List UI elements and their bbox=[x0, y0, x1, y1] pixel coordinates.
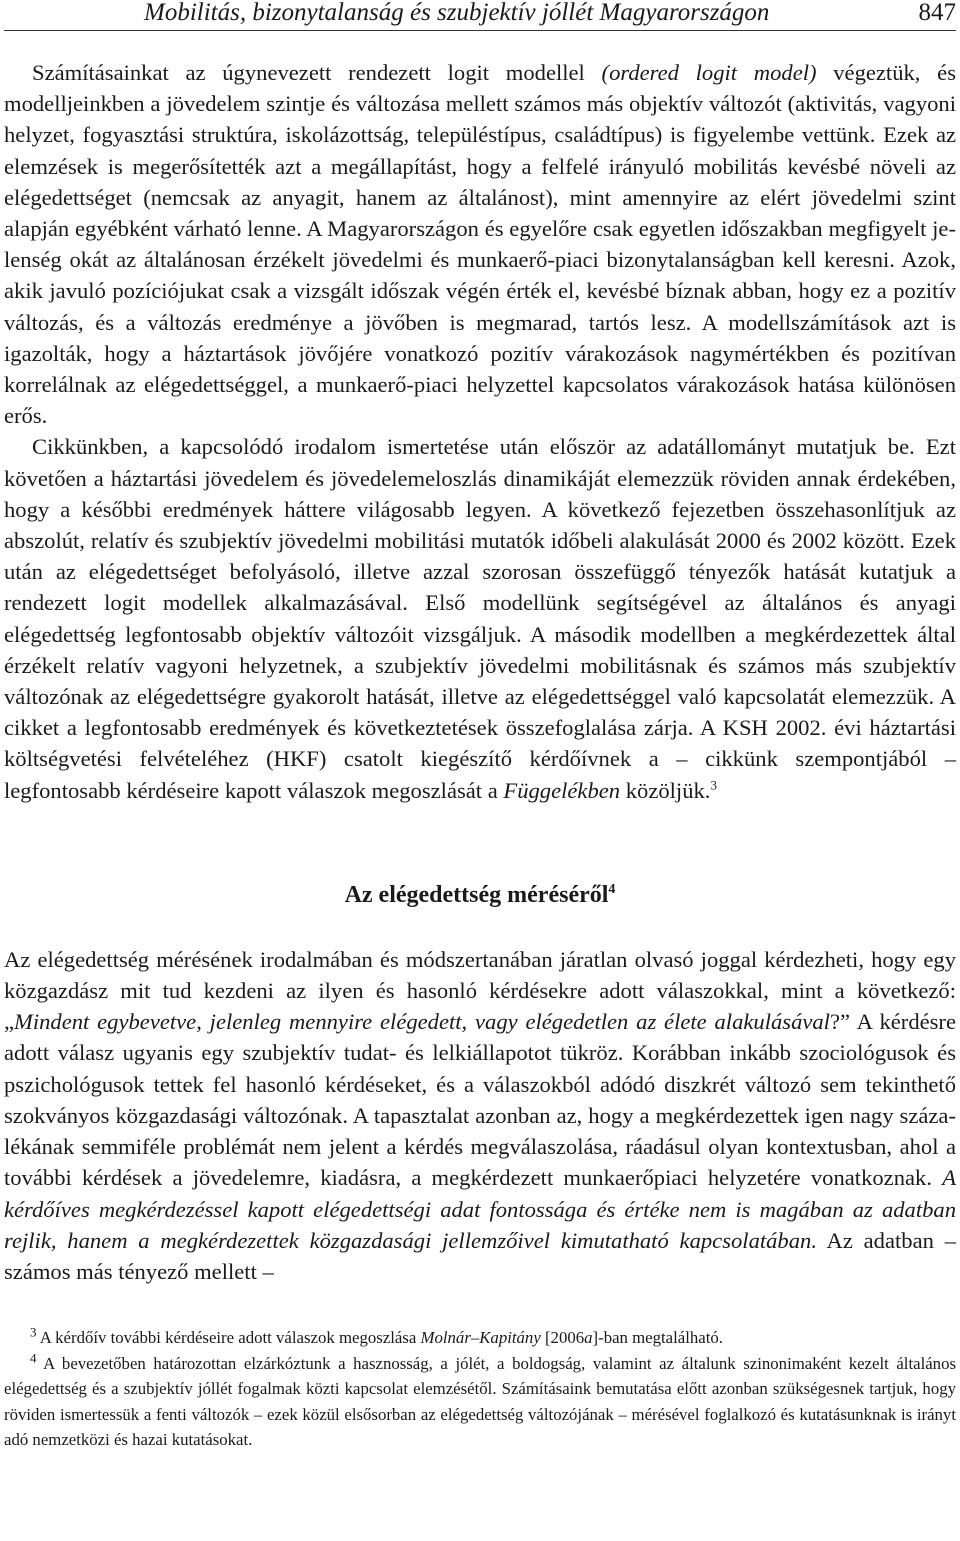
footnote-3-authors: Molnár–Kapitány bbox=[420, 1328, 541, 1348]
paragraph-1-text-b: végeztük, és modelljeinkben a jövedelem szintje és változása mellett számos más objektív változót (aktivitás, vagyoni helyzet, fogyasztási struktúra, iskolázottság, településtípus, családtípus) is figyelembe vettünk. Ezek az elemzések is megerősítették azt a megállapítást, hogy a felfelé irányuló mobilitás kevésbé növeli az elégedettséget (nemcsak az anyagit, hanem az általánost), mint amennyire az elért jövedelmi szint alapján egyébként várható lenne. A Magyarországon és egyelőre csak egyetlen időszakban megfigyelt jelenség okát az általánosan érzékelt jövedelmi és munkaerő-piaci bizonytalanságban kell keresni. Azok, akik javuló pozíciójukat csak a vizsgált időszak végén érték el, kevésbé bíznak abban, hogy ez a pozitív változás, és a változás eredménye a jövőben is megmarad, tartós lesz. A modellszámítások azt is igazolták, hogy a háztartások jövőjére vonatkozó pozitív várakozások nagymértékben és pozitívan korrelálnak az elégedettséggel, a munkaerő-piaci helyzettel kapcsolatos várakozások hatása különösen erős. bbox=[4, 60, 956, 429]
footnote-3-italic-a: a bbox=[584, 1328, 593, 1348]
footnote-4-number: 4 bbox=[30, 1350, 37, 1366]
footnotes bbox=[4, 1325, 956, 1453]
paragraph-3 bbox=[4, 944, 956, 1287]
footnote-3-text-c: ]-ban megtalálható. bbox=[592, 1328, 723, 1348]
paragraph-1-italic: (ordered logit model) bbox=[601, 60, 817, 85]
footnote-ref-4: 4 bbox=[608, 881, 616, 897]
paragraph-2-text-a: Cikkünkben, a kapcsolódó irodalom ismertetése után először az adatállományt mutatjuk be. Ezt követően a háztartási jövedelem és jövedelemeloszlás dinamikáját elemezzük röviden annak érdekében, hogy a későbbi eredmények háttere világosabb legyen. A következő fejezetben összehasonlítjuk az abszolút, relatív és szubjektív jövedelmi mobilitási mutatók időbeli alakulását 2000 és 2002 között. Ezek után az elégedettséget befolyásoló, illetve azzal szorosan összefüggő tényezők hatását kutatjuk a rendezett logit modellek alkalmazásával. Első modellünk segítségével az általános és anyagi elégedettség legfontosabb objektív változóit vizsgáljuk. A második modellben a megkérdezettek által érzékelt relatív vagyoni helyzetnek, a szubjektív jövedelmi mobilitásnak és számos más szubjektív változónak az elégedettségre gyakorolt hatását, illetve az elégedettséggel való kapcsolatát elemezzük. A cikket a legfontosabb eredmények és következtetések összefoglalása zárja. A KSH 2002. évi háztartási költségvetési felvételéhez (HKF) csatolt kiegészítő kérdőívnek a – cikkünk szempontjából – legfontosabb kérdéseire kapott válaszok megoszlását a bbox=[4, 434, 956, 803]
paragraph-3-text-b: ?” A kérdésre adott válasz ugyanis egy szubjektív tudat- és lelkiállapotot tükröz. Korábban inkább szociológusok és pszichológusok tettek fel hasonló kérdéseket, és a válaszokból adódó diszkrét változó sem tekinthető szokványos közgazdasági változónak. A tapasztalat azonban az, hogy a megkérdezettek igen nagy százalékának semmiféle problémát nem jelent a kérdés megválaszolása, ráadásul olyan kontextusban, ahol a további kérdések a jövedelemre, kiadásra, a megkérdezett munkaerőpiaci helyzetére vonatkoznak. bbox=[4, 1009, 956, 1191]
paragraph-2 bbox=[4, 431, 956, 805]
running-header bbox=[4, 0, 956, 31]
running-title: Mobilitás, bizonytalanság és szubjektív jóllét Magyarországon bbox=[144, 0, 770, 26]
paragraph-3-italic-emphasis: A kérdőíves megkérdezéssel kapott elégedettségi adat fontossága és értéke nem is magában az adatban rejlik, hanem a megkérdezettek közgazdasági jellemzőivel kimutatható kapcsolatában. bbox=[4, 1165, 956, 1253]
paragraph-2-text-b: közöljük. bbox=[620, 777, 711, 803]
section-heading-text: Az elégedettség méréséről bbox=[344, 881, 609, 908]
paragraph-2-italic: Függelékben bbox=[503, 777, 621, 803]
footnote-4-text: A bevezetőben határozottan elzárkóztunk a hasznosság, a jólét, a boldogság, valamint az általunk szinonimaként kezelt általános elégedettség és a szubjektív jóllét fogalmak közti kapcsolat elemzésétől. Számításaink bemutatása előtt azonban szükségesnek tartjuk, hogy röviden ismertessük a fenti változók – ezek közül elsősorban az elégedettség változójának – mérésével foglalkozó és kutatásunknak is irányt adó nemzetközi és hazai kutatásokat. bbox=[4, 1353, 956, 1450]
paragraph-1 bbox=[4, 57, 956, 431]
body-text bbox=[4, 57, 956, 1287]
footnote-4 bbox=[4, 1351, 956, 1453]
paragraph-3-italic-quote: Mindent egybevetve, jelenleg mennyire elégedett, vagy elégedetlen az élete alakulásával bbox=[14, 1009, 830, 1035]
page-number: 847 bbox=[918, 0, 956, 26]
paragraph-3-text-a: Az elégedettség mérésének irodalmában és módszertanában járatlan olvasó joggal kérdezheti, hogy egy közgazdász mit tud kezdeni az ilyen és hasonló kérdésekre adott válaszokkal, mint a következő: „ bbox=[4, 946, 956, 1035]
footnote-3 bbox=[4, 1325, 956, 1351]
footnote-3-text-a: A kérdőív további kérdéseire adott válaszok megoszlása bbox=[36, 1328, 421, 1348]
journal-page bbox=[4, 0, 956, 1453]
footnote-ref-3: 3 bbox=[710, 777, 717, 793]
paragraph-3-text-c: Az adatban – számos más tényező mellett – bbox=[4, 1227, 956, 1284]
footnote-3-text-b: [2006 bbox=[540, 1328, 585, 1348]
footnote-3-number: 3 bbox=[30, 1324, 37, 1340]
paragraph-1-text-a: Számításainkat az úgynevezett rendezett logit modellel bbox=[32, 60, 602, 85]
section-heading bbox=[4, 880, 956, 910]
